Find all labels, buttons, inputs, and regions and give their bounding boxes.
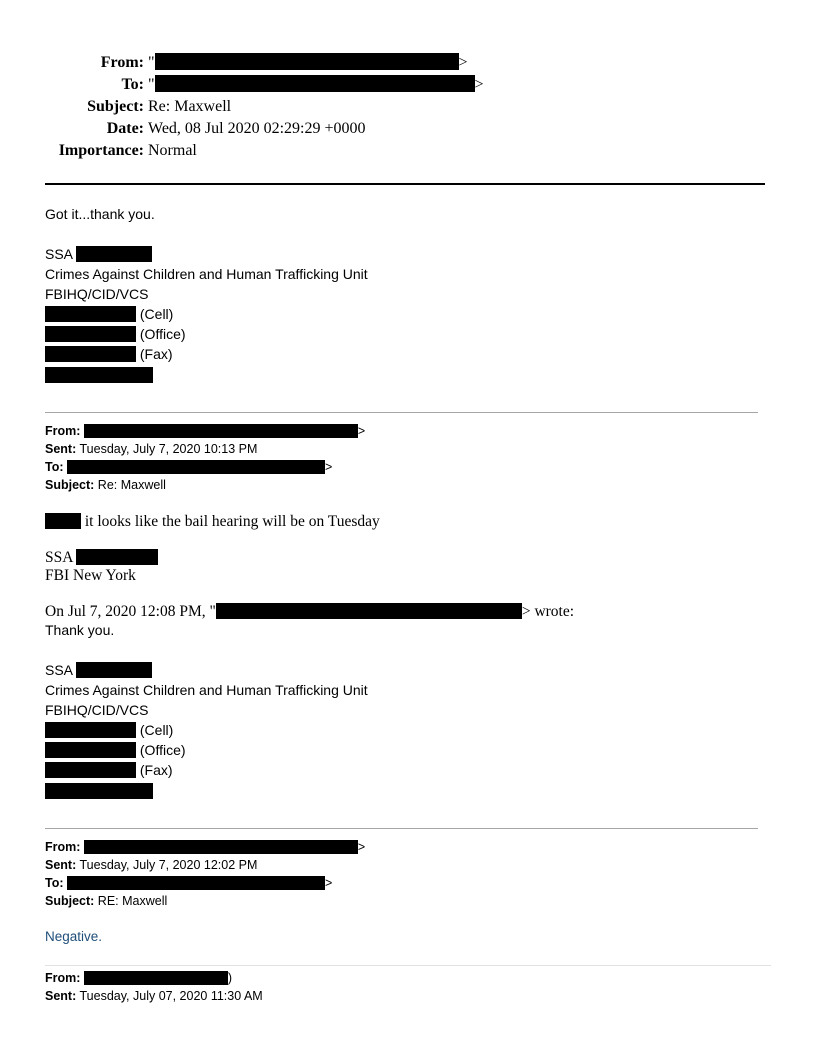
quote2-sent-label: Sent: <box>45 858 77 872</box>
quote-signature2-office <box>45 740 186 760</box>
redaction-box <box>155 75 475 92</box>
subject-value: Re: Maxwell <box>148 98 232 115</box>
quote-sent <box>45 440 257 458</box>
to-value <box>148 74 484 96</box>
quote-signature2-name <box>45 660 152 680</box>
signature-name <box>45 244 152 264</box>
quote-sent-label: Sent: <box>45 442 77 456</box>
quote2-subject <box>45 892 167 910</box>
redaction-box <box>76 246 152 262</box>
quote-to-label: To: <box>45 460 64 474</box>
from-prefix: " <box>148 54 155 71</box>
quote2-subject-label: Subject: <box>45 894 95 908</box>
quote-from <box>45 422 365 440</box>
redaction-box <box>45 326 136 342</box>
quote2-from <box>45 838 365 856</box>
signature-cell <box>45 304 173 324</box>
redaction-box <box>76 662 152 678</box>
from-value <box>148 52 468 74</box>
quote3-sent-value: Tuesday, July 07, 2020 11:30 AM <box>79 989 263 1003</box>
signature-unit: Crimes Against Children and Human Trafficking Unit <box>45 266 368 282</box>
fax-label: (Fax) <box>139 346 173 362</box>
quote-divider <box>45 828 758 829</box>
redaction-box <box>67 876 325 890</box>
signature-office <box>45 324 186 344</box>
signature-title: SSA <box>45 246 73 262</box>
subject-label: Subject: <box>87 98 144 115</box>
quote2-from-label: From: <box>45 840 81 854</box>
redaction-box <box>45 722 136 738</box>
redaction-box <box>84 840 358 854</box>
redaction-box <box>45 762 136 778</box>
quote-signature2-cell <box>45 720 173 740</box>
quote3-from-suffix: ) <box>227 971 233 985</box>
quote-subject <box>45 476 166 494</box>
quote-to-suffix: > <box>325 460 333 474</box>
redaction-box <box>216 603 522 619</box>
office-label: (Office) <box>139 742 186 758</box>
redaction-box <box>45 367 153 383</box>
importance-label: Importance: <box>58 142 144 159</box>
quote-reply: Thank you. <box>45 622 115 638</box>
quote3-from-label: From: <box>45 971 81 985</box>
quote3-sent-label: Sent: <box>45 989 77 1003</box>
quote2-to-suffix: > <box>325 876 333 890</box>
quote-subject-label: Subject: <box>45 478 95 492</box>
redaction-box <box>45 306 136 322</box>
redaction-box <box>155 53 459 70</box>
importance-value: Normal <box>148 142 197 159</box>
quote2-subject-value: RE: Maxwell <box>97 894 168 908</box>
signature-org: FBIHQ/CID/VCS <box>45 286 149 302</box>
redaction-box <box>67 460 325 474</box>
to-suffix: > <box>474 76 484 93</box>
quote-wrote-line <box>45 602 574 622</box>
quote2-sent <box>45 856 257 874</box>
office-label: (Office) <box>139 326 186 342</box>
redaction-box <box>45 783 153 799</box>
quote3-sent <box>45 987 263 1005</box>
redaction-box <box>45 346 136 362</box>
quote-divider <box>45 965 771 966</box>
quote-sent-value: Tuesday, July 7, 2020 10:13 PM <box>79 442 258 456</box>
quote-divider <box>45 412 758 413</box>
signature-fax <box>45 344 173 364</box>
from-suffix: > <box>458 54 468 71</box>
email-header <box>0 52 816 172</box>
quote-subject-value: Re: Maxwell <box>97 478 166 492</box>
quote-to <box>45 458 332 476</box>
date-label: Date: <box>106 120 144 137</box>
redaction-box <box>84 424 358 438</box>
cell-label: (Cell) <box>139 306 174 322</box>
redaction-box <box>76 549 158 565</box>
quote-body-text: it looks like the bail hearing will be on Tuesday <box>84 513 380 530</box>
quote-from-suffix: > <box>357 424 366 438</box>
quote2-sent-value: Tuesday, July 7, 2020 12:02 PM <box>79 858 258 872</box>
quote-from-label: From: <box>45 424 81 438</box>
quote3-from <box>45 969 232 987</box>
to-prefix: " <box>148 76 155 93</box>
cell-label: (Cell) <box>139 722 174 738</box>
quote-signature2-unit: Crimes Against Children and Human Trafficking Unit <box>45 682 368 698</box>
quote2-from-suffix: > <box>357 840 366 854</box>
message-body: Got it...thank you. <box>45 206 155 222</box>
quote-signature2-fax <box>45 760 173 780</box>
quote-signature2-email <box>45 783 153 801</box>
header-divider <box>45 183 765 185</box>
quote2-body: Negative. <box>45 929 103 944</box>
signature-title: SSA <box>45 662 73 678</box>
quote2-to <box>45 874 332 892</box>
redaction-box <box>45 513 81 529</box>
quote2-to-label: To: <box>45 876 64 890</box>
quote-body <box>45 512 380 532</box>
redaction-box <box>84 971 228 985</box>
signature-email <box>45 367 153 385</box>
wrote-suffix: > wrote: <box>521 603 575 620</box>
quote-signature2-org: FBIHQ/CID/VCS <box>45 702 149 718</box>
from-label: From: <box>100 54 144 71</box>
fax-label: (Fax) <box>139 762 173 778</box>
quote-signature-name <box>45 548 158 568</box>
to-label: To: <box>121 76 144 93</box>
redaction-box <box>45 742 136 758</box>
wrote-prefix: On Jul 7, 2020 12:08 PM, " <box>45 603 216 620</box>
quote-signature-office: FBI New York <box>45 567 136 584</box>
date-value: Wed, 08 Jul 2020 02:29:29 +0000 <box>148 120 366 137</box>
signature-title: SSA <box>45 549 73 566</box>
